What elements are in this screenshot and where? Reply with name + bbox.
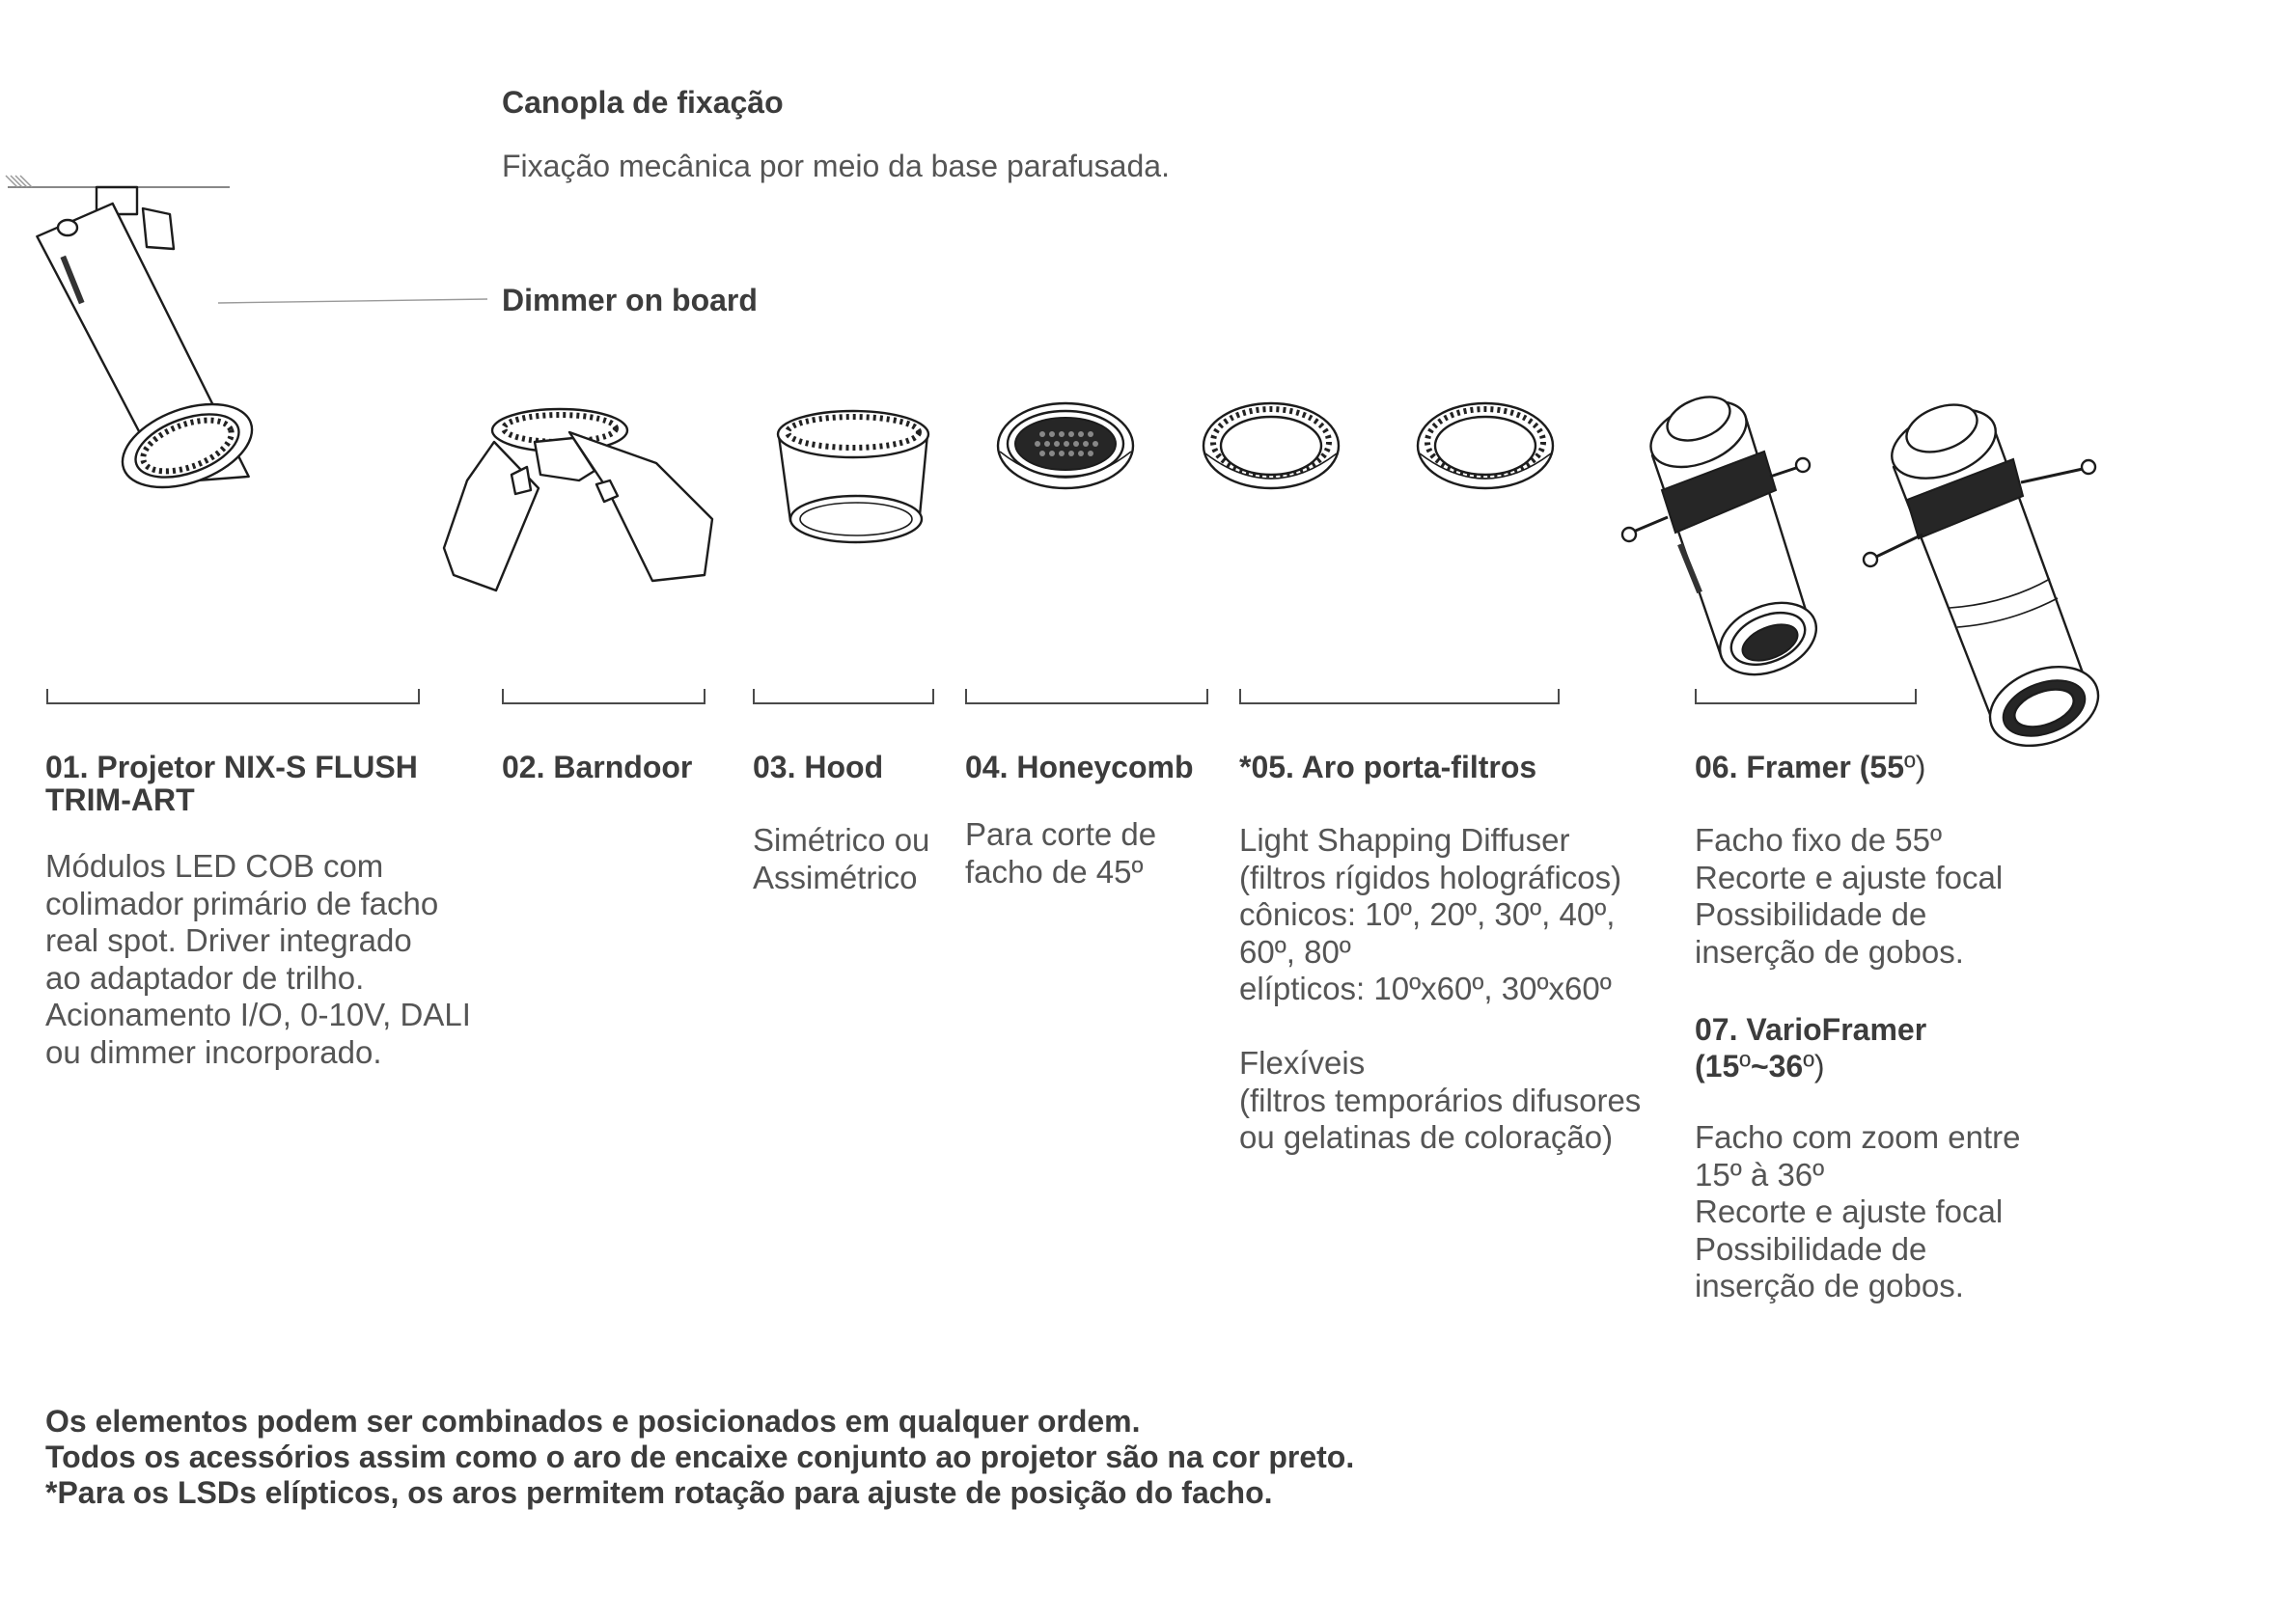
desc-line: Possibilidade de: [1695, 896, 1927, 932]
framer-illustration: [1619, 398, 1832, 677]
desc-line: Facho com zoom entre: [1695, 1119, 2021, 1155]
bracket-projector: [46, 689, 420, 704]
bracket-framer: [1695, 689, 1917, 704]
canopy-description: Fixação mecânica por meio da base parafusada.: [502, 149, 1170, 183]
desc-line: Possibilidade de: [1695, 1230, 1927, 1267]
filter-ring-illustration: [1200, 394, 1344, 500]
bracket-honeycomb: [965, 689, 1208, 704]
item-varioframer-title-line1: 07. VarioFramer: [1695, 1012, 1927, 1047]
honeycomb-illustration: [994, 396, 1139, 502]
varioframer-illustration: [1861, 399, 2119, 737]
desc-spacer: [1239, 1008, 1641, 1046]
barndoor-illustration: [434, 403, 724, 596]
item-projector-title: [45, 751, 418, 816]
item-barndoor-title: 02. Barndoor: [502, 750, 693, 784]
desc-line: elípticos: 10ºx60º, 30ºx60º: [1239, 971, 1612, 1006]
desc-line: cônicos: 10º, 20º, 30º, 40º,: [1239, 896, 1616, 932]
desc-line: ou dimmer incorporado.: [45, 1033, 382, 1070]
dimmer-title: Dimmer on board: [502, 283, 758, 317]
desc-line: inserção de gobos.: [1695, 933, 1964, 970]
item-projector-title-line2: TRIM-ART: [45, 782, 195, 817]
footer-note: *Para os LSDs elípticos, os aros permitem rotação para ajuste de posição do facho.: [45, 1475, 1273, 1510]
bracket-barndoor: [502, 689, 705, 704]
projector-illustration: [0, 164, 241, 492]
item-varioframer-description: [1695, 1119, 2020, 1305]
desc-line: Para corte de: [965, 816, 1157, 852]
desc-line: Light Shapping Diffuser: [1239, 822, 1570, 858]
item-honeycomb-title: 04. Honeycomb: [965, 750, 1194, 784]
item-framer-description: [1695, 822, 2003, 971]
item-varioframer-title: [1695, 1011, 1926, 1084]
desc-line: Módulos LED COB com: [45, 848, 384, 884]
item-honeycomb-description: [965, 816, 1156, 891]
desc-line: Recorte e ajuste focal: [1695, 859, 2004, 895]
footer-note: Os elementos podem ser combinados e posicionados em qualquer ordem.: [45, 1404, 1141, 1439]
bracket-filter-ring: [1239, 689, 1560, 704]
desc-line: Flexíveis: [1239, 1045, 1366, 1081]
canopy-title: Canopla de fixação: [502, 85, 784, 120]
item-hood-title: 03. Hood: [753, 750, 884, 784]
hood-illustration: [767, 396, 941, 569]
desc-line: inserção de gobos.: [1695, 1268, 1964, 1303]
title-part: (15: [1695, 1049, 1740, 1083]
item-framer-title-main: 06. Framer (55: [1695, 750, 1905, 784]
desc-line: Acionamento I/O, 0-10V, DALI: [45, 997, 471, 1032]
desc-line: ou gelatinas de coloração): [1239, 1119, 1614, 1155]
item-filter-ring-title: *05. Aro porta-filtros: [1239, 750, 1537, 784]
bracket-hood: [753, 689, 934, 704]
desc-line: 15º à 36º: [1695, 1156, 1825, 1193]
item-framer-title: [1695, 751, 1925, 783]
item-varioframer-title-line2: [1695, 1048, 1926, 1084]
footer-notes: [45, 1404, 1354, 1511]
desc-line: Recorte e ajuste focal: [1695, 1193, 2004, 1229]
item-projector-title-line1: 01. Projetor NIX-S FLUSH: [45, 750, 418, 784]
item-filter-ring-description: [1239, 822, 1641, 1157]
title-part: ~36: [1750, 1049, 1804, 1083]
desc-line: colimador primário de facho: [45, 885, 439, 921]
desc-line: (filtros rígidos holográficos): [1239, 859, 1622, 895]
filter-ring-illustration-2: [1414, 394, 1559, 500]
title-part-light: º): [1803, 1049, 1825, 1083]
desc-line: (filtros temporários difusores: [1239, 1082, 1642, 1118]
desc-line: Facho fixo de 55º: [1695, 822, 1943, 858]
item-framer-title-suffix: º): [1904, 750, 1926, 784]
desc-line: facho de 45º: [965, 853, 1144, 890]
desc-line: Simétrico ou: [753, 822, 930, 858]
item-hood-description: [753, 822, 929, 896]
desc-line: ao adaptador de trilho.: [45, 959, 365, 996]
desc-line: real spot. Driver integrado: [45, 922, 412, 958]
title-part-light: º: [1739, 1049, 1751, 1083]
footer-note: Todos os acessórios assim como o aro de encaixe conjunto ao projetor são na cor preto.: [45, 1440, 1355, 1474]
desc-line: 60º, 80º: [1239, 933, 1351, 970]
item-projector-description: [45, 848, 471, 1071]
desc-line: Assimétrico: [753, 859, 918, 895]
